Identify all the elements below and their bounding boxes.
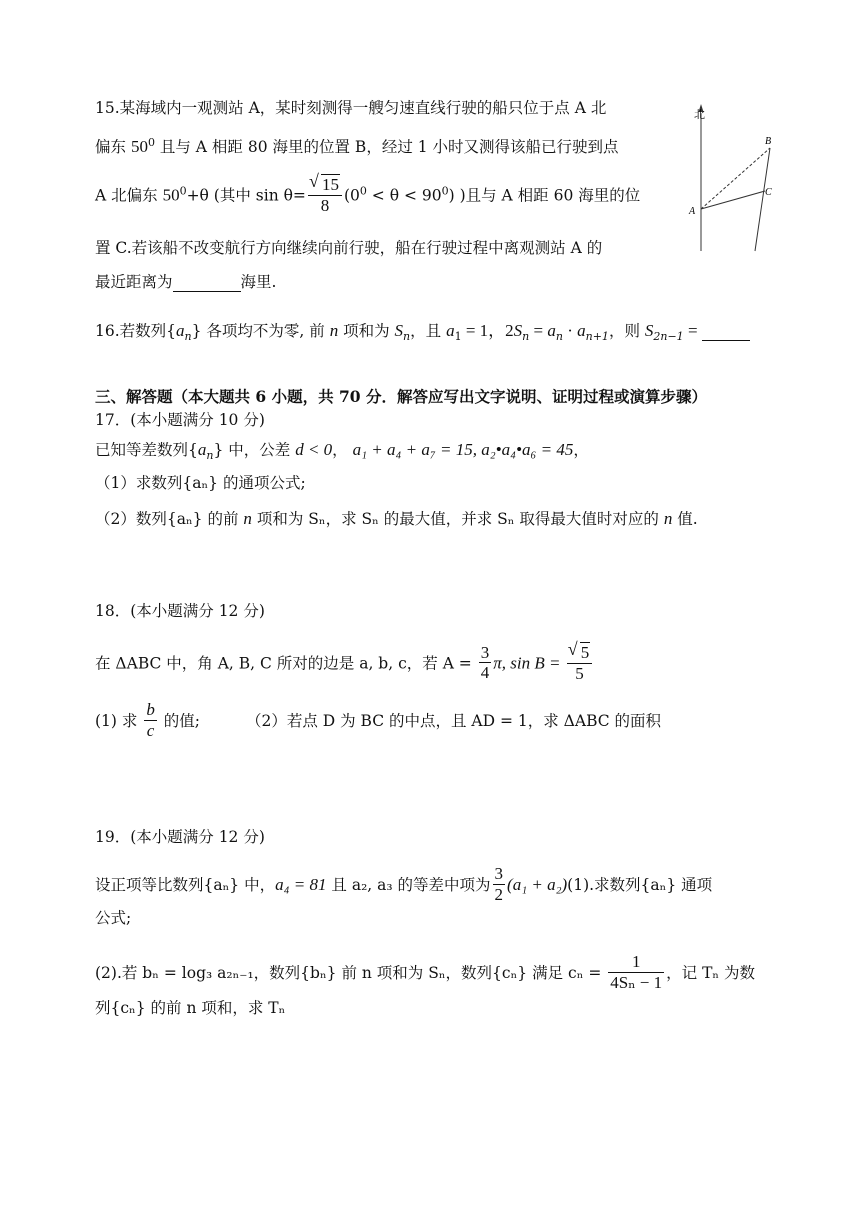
var: n — [243, 509, 252, 528]
angle-value: 50 — [162, 185, 180, 205]
text: = — [683, 321, 702, 340]
sqrt-15: 15 — [321, 175, 339, 194]
var: n — [329, 321, 339, 340]
text: = 1，2 — [461, 321, 514, 340]
text: 且与 A 相距 80 海里的位置 B，经过 1 小时又测得该船已行驶到点 — [154, 138, 619, 157]
q19-line4: 列{cₙ} 的前 n 项和，求 Tₙ — [95, 999, 286, 1017]
numerator: 3 — [480, 642, 490, 662]
sub: n — [522, 330, 530, 344]
var: a — [547, 321, 556, 340]
fraction-3-4 — [479, 643, 492, 683]
q17-head: 17．(本小题满分 10 分) — [95, 411, 265, 429]
sub: n — [184, 330, 192, 344]
denominator: 4Sₙ − 1 — [610, 972, 663, 992]
numerator: 1 — [608, 952, 664, 973]
fraction-b-c — [144, 700, 157, 740]
fraction-sqrt5-5 — [567, 642, 593, 683]
text: （2）数列{aₙ} 的前 — [95, 510, 244, 528]
text: ，且 — [410, 322, 447, 340]
degree-mark: 0 — [359, 184, 367, 198]
denominator: c — [146, 720, 155, 740]
text: 16.若数列{ — [95, 322, 177, 340]
formula: d < 0 — [295, 440, 333, 459]
text: 且 a₂, a₃ 的等差中项为 — [326, 876, 491, 895]
fraction-3-2 — [493, 864, 506, 904]
text: = — [529, 321, 548, 340]
q18-line2 — [95, 702, 661, 742]
q17-part1: （1）求数列{aₙ} 的通项公式; — [95, 474, 306, 492]
q19-line1 — [95, 866, 712, 906]
q17-part2 — [95, 510, 698, 528]
degree-mark: 0 — [147, 136, 155, 149]
text: A 北偏东 — [95, 186, 158, 205]
bearing-diagram — [680, 96, 790, 256]
north-label: 北 — [694, 109, 705, 121]
sub: n+1 — [585, 330, 609, 344]
degree-mark: 0 — [179, 184, 187, 198]
sub: 2n−1 — [653, 330, 684, 344]
point-C-label: C — [765, 187, 772, 198]
q15-line3 — [95, 176, 640, 217]
formula: π, sin B = — [493, 653, 565, 673]
answer-blank[interactable] — [702, 324, 750, 341]
var: S — [644, 321, 654, 340]
q15-line5 — [95, 275, 276, 292]
formula: (a₁ + a₂) — [507, 875, 568, 895]
sub: 1 — [454, 330, 462, 344]
text: < θ < 90 — [366, 186, 442, 205]
angle-value: 50 — [130, 137, 148, 157]
text: 设正项等比数列{aₙ} 中， — [95, 876, 276, 895]
text: ，则 — [608, 322, 645, 340]
sqrt-5: 5 — [580, 643, 590, 662]
point-A-label: A — [689, 206, 696, 217]
q18-head: 18．(本小题满分 12 分) — [95, 602, 265, 620]
q15-line2 — [95, 137, 619, 156]
sub: n — [555, 330, 563, 344]
text: 项和为 Sₙ，求 Sₙ 的最大值，并求 Sₙ 取得最大值时对应的 — [251, 510, 664, 528]
q15-line1: 15.某海域内一观测站 A，某时刻测得一艘匀速直线行驶的船只位于点 A 北 — [95, 99, 607, 117]
var: a — [197, 440, 207, 459]
var: a — [176, 321, 185, 340]
text: (1).求数列{aₙ} 通项 — [567, 876, 713, 895]
denominator: 5 — [575, 663, 584, 683]
text: · — [562, 321, 578, 340]
text: (0 — [343, 186, 360, 205]
denominator: 2 — [494, 884, 504, 904]
text: ， — [573, 441, 589, 459]
text: (2).若 bₙ = log₃ a₂ₙ₋₁，数列{bₙ} 前 n 项和为 Sₙ，数列{cₙ} 满足 cₙ = — [95, 964, 607, 983]
var: a — [577, 321, 586, 340]
q17-line1 — [95, 441, 589, 461]
denominator: 8 — [320, 195, 330, 215]
text: ，记 Tₙ 为数 — [666, 964, 756, 983]
formula: a₁ + a₄ + a₇ = 15, a₂•a₄•a₆ = 45 — [352, 440, 574, 459]
text: +θ (其中 sin θ= — [186, 186, 306, 205]
q19-line2: 公式; — [95, 909, 132, 927]
segment-AC — [701, 191, 765, 209]
text: 在 ΔABC 中，角 A, B, C 所对的边是 a, b, c，若 A = — [95, 654, 477, 673]
text: 项和为 — [338, 322, 395, 340]
denominator: 4 — [480, 663, 490, 683]
ship-course — [755, 148, 770, 251]
formula: a₄ = 81 — [275, 875, 327, 895]
answer-blank[interactable] — [173, 275, 241, 292]
text: 值. — [672, 510, 698, 528]
var: S — [513, 321, 523, 340]
var: S — [394, 321, 404, 340]
numerator: b — [146, 700, 155, 719]
text: 偏东 — [95, 138, 127, 157]
var: n — [663, 509, 673, 528]
section-heading: 三、解答题（本大题共 6 小题，共 70 分．解答应写出文字说明、证明过程或演算步骤） — [95, 387, 707, 406]
text: （2）若点 D 为 BC 的中点，且 AD = 1，求 ΔABC 的面积 — [245, 712, 662, 731]
q19-line3 — [95, 954, 755, 994]
fraction-cn — [608, 952, 664, 992]
q15-line4: 置 C.若该船不改变航行方向继续向前行驶，船在行驶过程中离观测站 A 的 — [95, 239, 603, 257]
q18-line1 — [95, 644, 594, 685]
q19-head: 19．(本小题满分 12 分) — [95, 828, 265, 846]
text: 已知等差数列{ — [95, 441, 198, 459]
text: 最近距离为 — [95, 273, 173, 291]
text: (1) 求 — [95, 712, 143, 731]
sub: n — [206, 449, 214, 463]
text: } 各项均不为零, 前 — [191, 322, 330, 340]
numerator: 3 — [494, 864, 504, 883]
degree-mark: 0 — [441, 184, 449, 198]
sub: n — [403, 330, 411, 344]
text: 海里. — [240, 273, 277, 291]
text: 的值; — [158, 712, 200, 731]
segment-AB — [701, 148, 770, 209]
point-B-label: B — [765, 136, 772, 147]
sin-fraction — [308, 174, 342, 215]
text: ) )且与 A 相距 60 海里的位 — [448, 186, 641, 205]
text: } 中，公差 — [213, 441, 296, 459]
text: ， — [332, 441, 348, 459]
var: a — [446, 321, 455, 340]
q16-line — [95, 322, 750, 342]
